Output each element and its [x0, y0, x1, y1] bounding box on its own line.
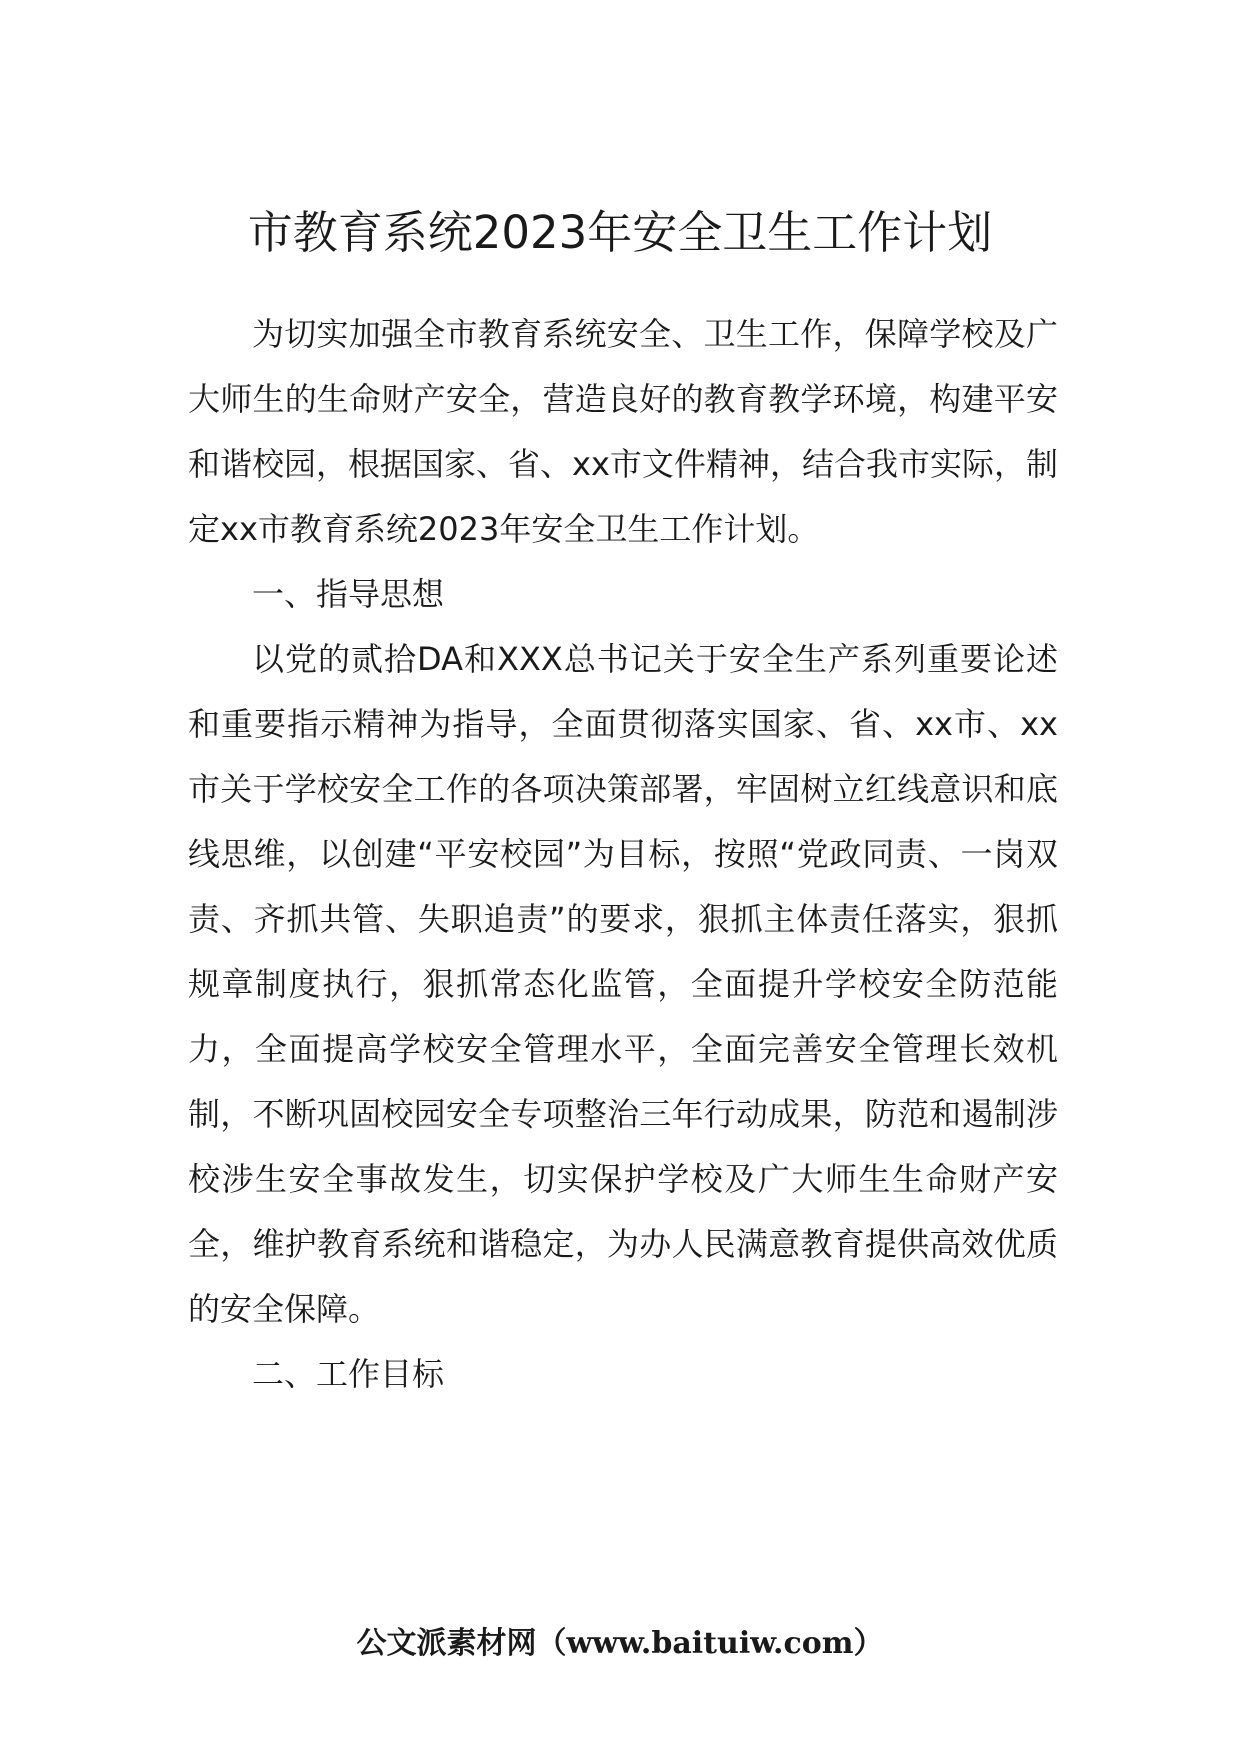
- document-title: 市教育系统2023年安全卫生工作计划: [247, 206, 993, 259]
- document-body: [188, 302, 1058, 1407]
- section-heading-work-goals: 二、工作目标: [252, 1355, 445, 1393]
- guiding-ideology-paragraph: 以党的贰拾DA和XXX总书记关于安全生产系列重要论述和重要指示精神为指导，全面贯彻落实国家、省、xx市、xx市关于学校安全工作的各项决策部署，牢固树立红线意识和底线思维，以创建“平安校园”为目标，按照“党政同责、一岗双责、齐抓共管、失职追责”的要求，狠抓主体责任落实，狠抓规章制度执行，狠抓常态化监管，全面提升学校安全防范能力，全面提高学校安全管理水平，全面完善安全管理长效机制，不断巩固校园安全专项整治三年行动成果，防范和遏制涉校涉生安全事故发生，切实保护学校及广大师生生命财产安全，维护教育系统和谐稳定，为办人民满意教育提供高效优质的安全保障。: [188, 640, 1058, 1328]
- source-watermark: 公文派素材网（www.baituiw.com）: [356, 1626, 884, 1661]
- section-heading-guiding-ideology: 一、指导思想: [252, 575, 445, 613]
- intro-paragraph: 为切实加强全市教育系统安全、卫生工作，保障学校及广大师生的生命财产安全，营造良好的教育教学环境，构建平安和谐校园，根据国家、省、xx市文件精神，结合我市实际，制定xx市教育系统2023年安全卫生工作计划。: [188, 315, 1058, 548]
